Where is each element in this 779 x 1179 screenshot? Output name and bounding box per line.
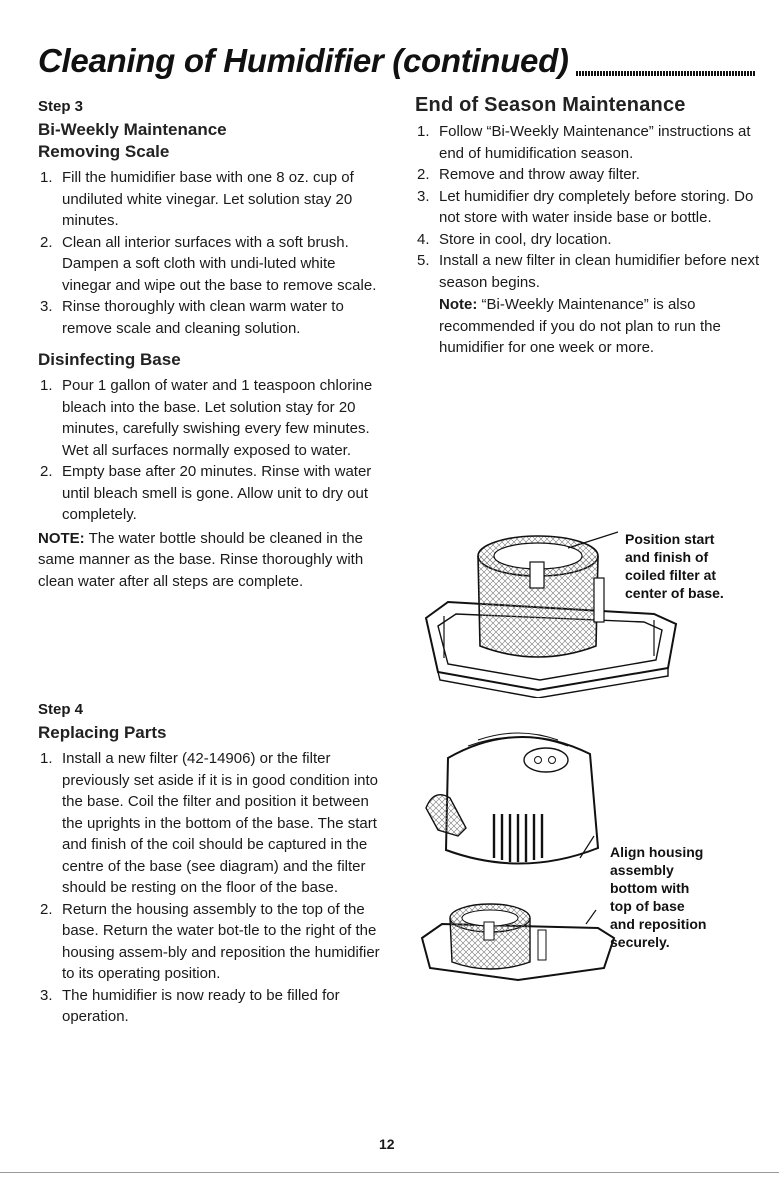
list-item xyxy=(415,186,760,229)
housing-callout: Align housing assembly bottom with top of base and reposition securely. xyxy=(610,844,707,950)
filter-callout: Position start and finish of coiled filter at center of base. xyxy=(625,531,724,601)
page-number: 12 xyxy=(379,1136,395,1152)
right-column xyxy=(415,94,760,359)
left-column-top xyxy=(38,98,383,592)
removing-scale-heading: Removing Scale xyxy=(38,142,170,161)
list-number: 2. xyxy=(40,463,53,480)
list-text: Return the housing assembly to the top of the base. Return the water bot-tle to the right of the housing assem-bly and reposition the humidifier to its operating position. xyxy=(62,900,380,982)
list-number: 1. xyxy=(40,169,53,186)
list-item xyxy=(38,748,383,899)
list-number: 2. xyxy=(40,233,53,251)
list-item xyxy=(415,229,760,251)
list-item xyxy=(38,985,383,1028)
list-text: Fill the humidifier base with one 8 oz. cup of undiluted white vinegar. Let solution stay 20 minutes. xyxy=(62,169,354,229)
note-paragraph xyxy=(38,528,383,593)
end-of-season-note xyxy=(439,294,760,359)
list-item xyxy=(38,167,383,232)
note-label: NOTE: xyxy=(38,529,85,547)
list-text: The humidifier is now ready to be filled for operation. xyxy=(62,986,340,1025)
list-item xyxy=(415,121,760,164)
left-column-bottom xyxy=(38,701,383,1028)
housing-assembly-illustration xyxy=(418,718,618,983)
list-number: 4. xyxy=(417,230,430,248)
list-item xyxy=(38,461,383,526)
step-3-label: Step 3 xyxy=(38,98,84,115)
removing-scale-list xyxy=(38,167,383,339)
note-text: The water bottle should be cleaned in the same manner as the base. Rinse thoroughly with clean water after all steps are complete. xyxy=(38,529,364,590)
end-of-season-list xyxy=(415,121,760,359)
list-number: 3. xyxy=(40,298,53,315)
list-text: Remove and throw away filter. xyxy=(439,166,640,183)
list-item xyxy=(415,164,760,186)
list-item xyxy=(415,250,760,359)
list-number: 3. xyxy=(417,187,430,205)
title-rule xyxy=(576,71,756,76)
end-of-season-heading: End of Season Maintenance xyxy=(415,94,686,116)
list-text: Clean all interior surfaces with a soft brush. Dampen a soft cloth with undi-luted white vinegar and wipe out the base to remove scale. xyxy=(62,233,377,294)
replacing-parts-list xyxy=(38,748,383,1028)
list-text: Pour 1 gallon of water and 1 teaspoon chlorine bleach into the base. Let solution stay for 20 minutes, carefully swishing every few minutes. Wet all surfaces normally exposed to water. xyxy=(62,377,373,459)
list-item xyxy=(38,899,383,985)
disinfecting-base-list xyxy=(38,375,383,526)
note-text: “Bi-Weekly Maintenance” is also recommended if you do not plan to run the humidifier for one week or more. xyxy=(439,296,721,356)
list-number: 1. xyxy=(417,123,430,140)
bottom-rule xyxy=(0,1172,779,1173)
list-number: 5. xyxy=(417,252,430,269)
disinfecting-base-heading: Disinfecting Base xyxy=(38,350,181,369)
page-title: Cleaning of Humidifier (continued) xyxy=(38,42,569,79)
list-text: Install a new filter (42-14906) or the filter previously set aside if it is in good condition into the base. Coil the filter and position it between the uprights in the bottom of the base. The start and finish of the coil should be captured in the centre of the base (see diagram) and the filter should be resting on the floor of the base. xyxy=(62,750,379,896)
list-text: Install a new filter in clean humidifier before next season begins. xyxy=(439,252,760,291)
bi-weekly-heading: Bi-Weekly Maintenance xyxy=(38,120,227,139)
list-number: 1. xyxy=(40,377,53,394)
list-item xyxy=(38,375,383,461)
step-4-label: Step 4 xyxy=(38,701,84,718)
list-text: Let humidifier dry completely before storing. Do not store with water inside base or bottle. xyxy=(439,187,754,226)
list-number: 3. xyxy=(40,986,53,1004)
list-number: 1. xyxy=(40,750,53,767)
list-text: Store in cool, dry location. xyxy=(439,230,612,248)
list-item xyxy=(38,296,383,339)
list-number: 2. xyxy=(417,166,430,183)
list-item xyxy=(38,232,383,297)
list-text: Rinse thoroughly with clean warm water to remove scale and cleaning solution. xyxy=(62,298,344,337)
list-number: 2. xyxy=(40,900,53,918)
list-text: Empty base after 20 minutes. Rinse with water until bleach smell is gone. Allow unit to dry out completely. xyxy=(62,463,372,523)
note-label: Note: xyxy=(439,296,478,313)
list-text: Follow “Bi-Weekly Maintenance” instructions at end of humidification season. xyxy=(439,123,751,162)
replacing-parts-heading: Replacing Parts xyxy=(38,723,167,742)
